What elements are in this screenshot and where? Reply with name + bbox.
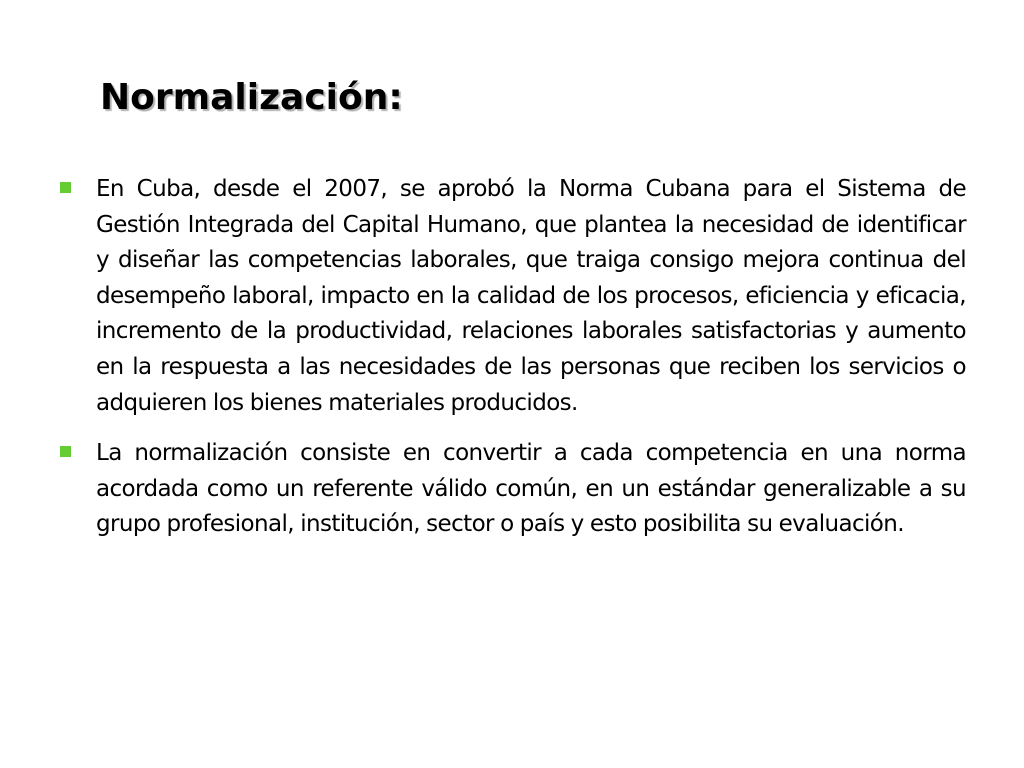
square-bullet-icon — [60, 446, 71, 457]
slide-title: Normalización: — [100, 77, 403, 118]
bullet-item — [60, 172, 966, 421]
bullet-text: La normalización consiste en convertir a cada competencia en una norma acordada como un referente válido común, en un estándar generalizable a su grupo profesional, institución, sector o país y esto posibilita su evaluación. — [96, 440, 966, 538]
bullet-item — [60, 436, 966, 543]
bullet-list — [60, 172, 966, 558]
bullet-text: En Cuba, desde el 2007, se aprobó la Norma Cubana para el Sistema de Gestión Integrada del Capital Humano, que plantea la necesidad de identificar y diseñar las competencias laborales, que traiga consigo mejora continua del desempeño laboral, impacto en la calidad de los procesos, eficiencia y eficacia, incremento de la productividad, relaciones laborales satisfactorias y aumento en la respuesta a las necesidades de las personas que reciben los servicios o adquieren los bienes materiales producidos. — [96, 176, 966, 416]
square-bullet-icon — [60, 182, 71, 193]
